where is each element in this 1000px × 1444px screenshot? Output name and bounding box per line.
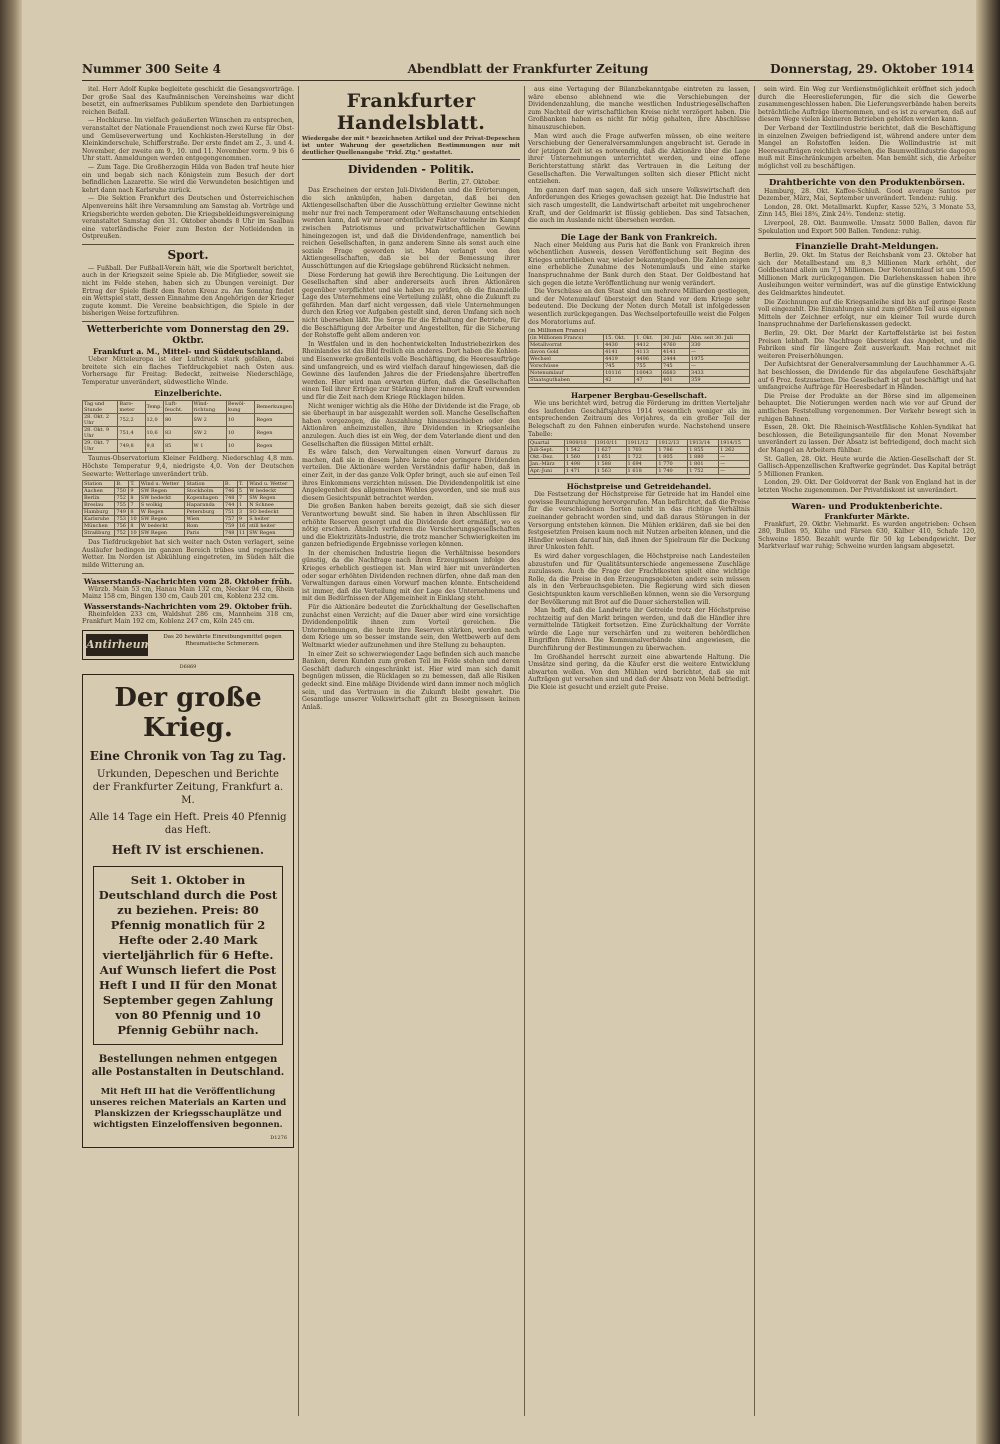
- krieg-heft: Heft IV ist erschienen.: [111, 842, 265, 857]
- weather-subheading: Frankfurt a. M., Mittel- und Süddeutschland.: [92, 347, 284, 357]
- krieg-note: Mit Heft III hat die Veröffentlichung unseres reichen Materials an Karten und Planskizzen der Kriegsschauplätze und wichtigsten Einzeloffensiven begonnen.: [89, 1086, 287, 1130]
- divider: [302, 159, 520, 160]
- krieg-ad: [82, 674, 294, 1148]
- divider: [528, 387, 750, 388]
- column-3: [528, 86, 750, 1416]
- handelsblatt-title: Frankfurter Handelsblatt.: [336, 90, 486, 134]
- bank-table-caption: (in Millionen Francs): [528, 328, 587, 335]
- dividenden-heading: Dividenden - Politik.: [347, 163, 475, 177]
- column-4-text: sein wird. Ein Weg zur Verdienstmöglichkeit eröffnet sich jedoch durch die Heereslieferungen, für die sich die Gewerbe zusammengeschlossen haben. Die Lieferungsverbände haben bereits beträchtliche Aufträge übernommen, und es ist zu erwarten, daß auf diesem Wege vielen kleineren Betrieben geholfen werden kann. Der Verband der Textilindustrie berichtet, daß die Beschäftigung in einzelnen Zweigen befriedigend ist, während andere unter dem Mangel an Rohstoffen leiden. Die Wollindustrie ist mit Heeresaufträgen reichlich versehen, die Baumwollindustrie dagegen muß mit Einschränkungen arbeiten. Man bemüht sich, die Arbeiter möglichst voll zu beschäftigen.: [758, 86, 976, 170]
- handelsblatt-intro: Wiedergabe der mit * bezeichneten Artikel und der Privat-Depeschen ist unter Wahrung der gesetzlichen Bestimmungen nur mit deutlicher Quellenangabe "Frkf. Ztg." gestattet.: [302, 136, 520, 156]
- divider: [528, 478, 750, 479]
- ad-code: D6869: [179, 663, 197, 670]
- einzel-heading: Einzelberichte.: [154, 388, 222, 399]
- page-edge: [976, 0, 1000, 1444]
- krieg-order: Bestellungen nehmen entgegen alle Postanstalten in Deutschland.: [91, 1053, 285, 1078]
- column-divider: [298, 86, 299, 1416]
- krieg-line-2: Alle 14 Tage ein Heft. Preis 40 Pfennig das Heft.: [89, 811, 287, 836]
- column-divider: [524, 86, 525, 1416]
- finanz-text: Berlin, 29. Okt. Im Status der Reichsbank vom 23. Oktober hat sich der Metallbestand um 8,3 Millionen Mark erhöht, der Goldbestand allein um 7,1 Millionen. Der Notenumlauf ist um 150,6 Millionen Mark zurückgegangen. Die Darlehenskassen haben ihre Ausleihungen weiter vermindert, was auf die günstige Entwicklung des Geldmarktes hindeutet. Die Zeichnungen auf die Kriegsanleihe sind bis auf geringe Reste voll eingezahlt. Die Einzahlungen sind zum größten Teil aus eigenen Mitteln der Zeichner erfolgt, nur ein kleiner Teil wurde durch Inanspruchnahme der Darlehenskassen gedeckt. Berlin, 29. Okt. Der Markt der Kartoffelstärke ist bei festen Preisen lebhaft. Die Nachfrage übersteigt das Angebot, und die Fabriken sind für längere Zeit ausverkauft. Man rechnet mit weiteren Preiserhöhungen. Der Aufsichtsrat der Generalversammlung der Lauchhammer A.-G. hat beschlossen, die Dividende für das abgelaufene Geschäftsjahr auf 6 Proz. festzusetzen. Die Gesellschaft ist gut beschäftigt und hat umfangreiche Aufträge für Heeresbedarf in Händen. Die Preise der Produkte an der Börse sind im allgemeinen behauptet. Die Notierungen werden nach wie vor auf Grund der amtlichen Feststellung vorgenommen. Der Verkehr bewegt sich in ruhigen Bahnen. Essen, 28. Okt. Die Rheinisch-Westfälische Kohlen-Syndikat hat beschlossen, die Beteiligungsanteile für den Monat November unverändert zu lassen. Der Absatz ist befriedigend, doch macht sich der Mangel an Arbeitern fühlbar. St. Gallen, 28. Okt. Heute wurde die Aktien-Gesellschaft der St. Gallisch-Appenzellischen Kraftwerke gegründet. Das Kapital beträgt 5 Millionen Franken. London, 29. Okt. Der Goldvorrat der Bank von England hat in der letzten Woche zugenommen. Der Privatdiskont ist unverändert.: [758, 252, 976, 494]
- harpener-table: Quartal 1909/10 1910/11 1911/12 1912/13 1913/14 1914/15 Juli-Sept. 1 542 1 627 1 703 1 786 1 855 1 262 Okt.-Dez. 1 560 1 651 1 722 1 805 1 880 — Jan.-März 1 498 1 588 1 694 1 770 1 801 — Apr.-Juni 1 471 1 563 1 618 1 740 1 752 —: [528, 439, 750, 475]
- bank-text: Nach einer Meldung aus Paris hat die Bank von Frankreich ihren wöchentlichen Ausweis, dessen Veröffentlichung seit Beginn des Krieges unterblieben war, wieder bekanntgegeben. Die Zahlen zeigen eine erhebliche Zunahme des Notenumlaufs und eine starke Inanspruchnahme der Bank durch den Staat. Der Goldbestand hat sich gegen die letzte Veröffentlichung nur wenig verändert. Die Vorschüsse an den Staat sind um mehrere Milliarden gestiegen, und der Notenumlauf übersteigt den Stand vor dem Kriege sehr bedeutend. Die Deckung der Noten durch Metall ist infolgedessen wesentlich zurückgegangen. Das Wechselportefeuille weist die Folgen des Moratoriums auf.: [528, 241, 750, 326]
- weather-heading: Wetterberichte vom Donnerstag den 29. Oktbr.: [86, 325, 290, 347]
- krieg-subscription-box: Seit 1. Oktober in Deutschland durch die Post zu beziehen. Preis: 80 Pfennig monatlich für 2 Hefte oder 2.40 Mark vierteljährlich für 6 Hefte. Auf Wunsch liefert die Post Heft I und II für den Monat September gegen Zahlung von 80 Pfennig und 10 Pfennig Gebühr nach.: [93, 866, 283, 1045]
- divider: [528, 228, 750, 229]
- hoechst-heading: Höchstpreise und Getreidehandel.: [566, 482, 712, 492]
- stations-table: Station B. T. Wind u. Wetter Station B. T. Wind u. Wetter Aachen 750 9 SW Regen Stockholm 746 5 W bedeckt Berlin 752 8 SW bedeckt Kopenhagen 748 7 SW Regen Breslau 755 7 S wolkig Haparanda 744 1 N Schnee Hamburg 749 8 W Regen Petersburg 751 3 SO bedeckt Karlsruhe 753 10 SW Regen Wien 757 9 S heiter München 756 8 W bedeckt Rom 759 16 still heiter Straßburg 752 10 SW Regen Paris 748 11 SW Regen: [82, 480, 294, 537]
- header-right: Donnerstag, 29. Oktober 1914: [770, 62, 974, 76]
- hoechst-text: Die Festsetzung der Höchstpreise für Getreide hat im Handel eine gewisse Beunruhigung hervorgerufen. Man befürchtet, daß die Preise für die verschiedenen Sorten nicht in das richtige Verhältnis zueinander gebracht worden sind, und daß daraus Störungen in der Versorgung entstehen können. Die Mühlen erklären, daß sie bei den festgesetzten Preisen kaum noch mit Nutzen arbeiten können, und die Händler weisen darauf hin, daß ihnen der Spielraum für die Deckung ihrer Unkosten fehlt. Es wird daher vorgeschlagen, die Höchstpreise nach Landesteilen abzustufen und für Qualitätsunterschiede angemessene Zuschläge zuzulassen. Auch die Frage der Frachtkosten spielt eine wichtige Rolle, da die Preise in den Erzeugungsgebieten andere sein müssen als in den Verbrauchsgebieten. Die Regierung wird sich diesen Gesichtspunkten kaum verschließen können, wenn sie die Versorgung der Bevölkerung mit Brot auf die Dauer sicherstellen will. Man hofft, daß die Landwirte ihr Getreide trotz der Höchstpreise rechtzeitig auf den Markt bringen werden, und daß die Händler ihre vermittelnde Tätigkeit fortsetzen. Eine Zurückhaltung der Vorräte würde die Lage nur verschärfen und zu weiteren behördlichen Eingriffen führen. Die Kommunalverbände sind angewiesen, die Durchführung der Bestimmungen zu überwachen. Im Großhandel herrscht zurzeit eine abwartende Haltung. Die Umsätze sind gering, da die Käufer erst die weitere Entwicklung abwarten wollen. Von den Mühlen wird berichtet, daß sie mit Aufträgen gut versehen sind und daß der Absatz von Mehl befriedigt. Die Kleie ist gesucht und erzielt gute Preise.: [528, 491, 750, 692]
- weather-text: Ueber Mitteleuropa ist der Luftdruck stark gefallen, dabei breitete sich ein flaches Tiefdruckgebiet nach Osten aus. Vorhersage für Freitag: Bedeckt, zeitweise Niederschläge, Temperatur unverändert, südwestliche Winde.: [82, 356, 294, 386]
- article-text: itel. Herr Adolf Kupke begleitete geschickt die Gesangsvorträge. Der große Saal des Kaufmännischen Vereinsheims war dicht besetzt, ein aufmerksames Publikum spendete den Darbietungen reichen Beifall. — Hochkurse. Im vielfach geäußerten Wünschen zu entsprechen, veranstaltet der Nationale Frauendienst noch zwei Kurse für Obst- und Gemüseverwertung und Kochkisten-Herstellung in der Kleinkinderschule, Schifferstraße. Der erste findet am 2., 3. und 4. November, der zweite am 9., 10. und 11. November vorm. 9 bis 6 Uhr statt. Anmeldungen werden entgegengenommen. — Zum Tage. Die Großherzogin Hilda von Baden traf heute hier ein und begab sich nach Königstein zum Besuch der dort befindlichen Lazarette. Sie wird die Verwundeten besichtigen und kehrt dann nach Karlsruhe zurück. — Die Sektion Frankfurt des Deutschen und Österreichischen Alpenvereins hält ihre Versammlung am Samstag ab. Vorträge und Kriegsberichte werden geboten. Die Kriegsbekleidungsvereinigung veranstaltet Samstag den 31. Oktober abends 8 Uhr im Saalbau eine vaterländische Feier zum Besten der Notleidenden in Ostpreußen.: [82, 86, 294, 241]
- divider: [758, 498, 976, 499]
- dateline: Berlin, 27. Oktober.: [438, 179, 500, 187]
- book-spine: [0, 0, 22, 1444]
- page-header: [82, 58, 974, 81]
- forecast-text: Das Tiefdruckgebiet hat sich weiter nach Osten verlagert, seine Ausläufer bedingen im ganzen Bereich trübes und regnerisches Wetter. Im Norden ist Abkühlung eingetreten, im Süden hält die milde Witterung an.: [82, 539, 294, 569]
- divider: [82, 244, 294, 245]
- dividenden-article: Das Erscheinen der ersten Juli-Dividenden und die Erörterungen, die sich anknüpfen, haben dargetan, daß bei den Aktiengesellschaften über die Ausschüttung erzielter Gewinne nicht mehr nur frei nach Temperament oder Weltanschauung entschieden werden kann, daß wir neuer ordentlicher Faktor vielmehr im Kampf zwischen Patriotismus und privatwirtschaftlichen Gewinn hineingezogen ist, und daß die Dividendenfrage, namentlich bei reichen Gesellschaften, in ganz anderem Sinne als sonst auch eine soziale Frage geworden ist. Man verlangt von den Aktiengesellschaften, daß sie bei der Bemessung ihrer Ausschüttungen auf die Kriegslage gebührend Rücksicht nehmen. Diese Forderung hat gewiß ihre Berechtigung. Die Leitungen der Gesellschaften sind aber andererseits auch ihren Aktionären gegenüber verpflichtet und sie haben zu prüfen, ob die finanzielle Lage des Unternehmens eine Verteilung zuläßt, ohne die Zukunft zu gefährden. Man darf nicht vergessen, daß viele Unternehmungen durch den Krieg vor Aufgaben gestellt sind, deren Umfang sich noch nicht übersehen läßt. Die Sorge für die Erhaltung der Betriebe, für die Beschäftigung der Arbeiter und Angestellten, für die Sicherung der Rohstoffe geht allem anderen vor. In Westfalen und in den hochentwickelten Industriebezirken des Rheinlandes ist das Bild freilich ein anderes. Dort haben die Kohlen- und Eisenwerke großenteils volle Beschäftigung, die Heeresaufträge sind umfangreich, und es wird vielfach darauf hingewiesen, daß die Gewinne des laufenden Jahres die der Friedensjahre übertreffen werden. Hier wird man erwarten dürfen, daß die Gesellschaften einen Teil ihrer Erträge zur Stärkung ihrer inneren Kraft verwenden und für die Zeit nach dem Kriege Rücklagen bilden. Nicht weniger wichtig als die Höhe der Dividende ist die Frage, ob sie überhaupt in bar ausgezahlt werden soll. Manche Gesellschaften haben vorgezogen, die Auszahlung hinauszuschieben oder den Aktionären anheimzustellen, ihre Dividenden in Kriegsanleihe anzulegen. Auch dies ist ein Weg, der dem Vaterlande dient und den Gesellschaften die flüssigen Mittel erhält. Es wäre falsch, den Verwaltungen einen Vorwurf daraus zu machen, daß sie in diesem Jahre keine oder geringere Dividenden verteilen. Die Aktionäre werden Verständnis dafür haben, daß in einer Zeit, in der das ganze Volk Opfer bringt, auch sie auf einen Teil ihres Einkommens verzichten müssen. Die Dividendenpolitik ist eine Angelegenheit des allgemeinen Wohles geworden, und sie muß aus diesem Gesichtspunkt betrachtet werden. Die großen Banken haben bereits gezeigt, daß sie sich dieser Verantwortung bewußt sind. Sie haben in ihren Abschlüssen für erhöhte Reserven gesorgt und die Dividende dort ermäßigt, wo es nötig erschien. Ähnlich verfahren die Versicherungsgesellschaften und die Elektrizitäts-Industrie, die trotz mancher Schwierigkeiten im ganzen befriedigende Ergebnisse vorlegen können. In der chemischen Industrie liegen die Verhältnisse besonders günstig, da die Nachfrage nach ihren Erzeugnissen infolge des Krieges erheblich gestiegen ist. Man wird hier mit unveränderten oder sogar erhöhten Dividenden rechnen dürfen, ohne daß man den Verwaltungen daraus einen Vorwurf machen könnte. Entscheidend ist immer, daß die Verteilung mit der Lage des Unternehmens und mit den Bedürfnissen der Allgemeinheit in Einklang steht. Für die Aktionäre bedeutet die Zurückhaltung der Gesellschaften zunächst einen Verzicht; auf die Dauer aber wird eine vorsichtige Dividendenpolitik ihnen zum Vorteil gereichen. Die Unternehmungen, die heute ihre Reserven stärken, werden nach dem Kriege um so besser imstande sein, den Wettbewerb auf dem Weltmarkt wieder aufzunehmen und ihre Stellung zu behaupten. In einer Zeit so schwerwiegender Lage befinden sich auch manche Banken, deren Kunden zum großen Teil im Felde stehen und deren Geschäft dadurch eingeschränkt ist. Hier wird man sich damit begnügen müssen, die Rücklagen so zu bemessen, daß alle Risiken gedeckt sind. Eine mäßige Dividende wird dann immer noch möglich sein, und das Vertrauen in die Zukunft bleibt gewahrt. Die Gesamtlage unserer Volkswirtschaft gibt zu Besorgnissen keinen Anlaß.: [302, 186, 520, 711]
- krieg-line-1: Urkunden, Depeschen und Berichte der Frankfurter Zeitung, Frankfurt a. M.: [92, 768, 284, 806]
- sport-text: — Fußball. Der Fußball-Verein hält, wie die Sportwelt berichtet, auch in der Kriegszeit seine Spiele ab. Die Mitglieder, soweit sie nicht im Felde stehen, haben sich zu Übungen vereinigt. Der Ertrag der Spiele fließt dem Roten Kreuz zu. Am Sonntag findet ein Wettspiel statt, dessen Einnahme den Angehörigen der Krieger zugute kommt. Die Vereine beabsichtigen, die Spiele in der bisherigen Weise fortzuführen.: [82, 264, 294, 318]
- waren-heading: Waren- und Produktenberichte.: [791, 501, 943, 512]
- krieg-title: Der große Krieg.: [114, 682, 262, 743]
- header-left: Nummer 300 Seite 4: [82, 62, 222, 76]
- krieg-code: D1276: [270, 1134, 287, 1141]
- draht-heading: Drahtberichte von den Produktenbörsen.: [769, 177, 965, 188]
- column-divider: [754, 86, 755, 1416]
- finanz-heading: Finanzielle Draht-Meldungen.: [795, 242, 939, 253]
- divider: [758, 238, 976, 239]
- harpener-text: Wie uns berichtet wird, betrug die Förderung im dritten Vierteljahr des laufenden Geschäftsjahres 1914 wesentlich weniger als im entsprechenden Zeitraum des Vorjahres, da ein großer Teil der Belegschaft zu den Fahnen einberufen wurde. Nachstehend unsere Tabelle:: [528, 400, 750, 438]
- column-3-text: aus eine Vertagung der Bilanzbekanntgabe eintreten zu lassen, wäre ebenso ablehnend wie die Verschiebungen der Dividendenzahlung, die manche westlichen Industriegesellschaften zum Nachteil der wirtschaftlichen Kreise nicht verzögert haben. Die Großbanken haben es nicht für nötig gehalten, ihre Abschlüsse hinauszuschieben. Man wird auch die Frage aufwerfen müssen, ob eine weitere Verschiebung der Generalversammlungen angebracht ist. Gerade in der jetzigen Zeit ist es notwendig, daß die Aktionäre über die Lage ihrer Unternehmungen unterrichtet werden, und eine offene Berichterstattung stärkt das Vertrauen in die Leitung der Gesellschaften. Die Verwaltungen sollten sich dieser Pflicht nicht entziehen. Im ganzen darf man sagen, daß sich unsere Volkswirtschaft den Anforderungen des Krieges gewachsen gezeigt hat. Die Industrie hat sich rasch umgestellt, die Landwirtschaft arbeitet mit ungebrochener Kraft, und der Geldmarkt ist flüssig geblieben. Das sind Tatsachen, die auch im Auslande nicht übersehen werden.: [528, 86, 750, 225]
- antirheumol-ad: [82, 630, 294, 660]
- weather-notes: Taunus-Observatorium Kleiner Feldberg. Niederschlag 4,8 mm. Höchste Temperatur 9,4, niedrigste 4,0. Von der Deutschen Seewarte: Wetterlage unverändert trüb.: [82, 455, 294, 478]
- bank-heading: Die Lage der Bank von Frankreich.: [560, 231, 718, 242]
- markt-text: Frankfurt, 29. Oktbr. Viehmarkt. Es wurden angetrieben: Ochsen 280, Bullen 95, Kühe und Färsen 630, Kälber 410, Schafe 120, Schweine 1850. Bezahlt wurde für 50 kg Lebendgewicht. Der Marktverlauf war ruhig; Schweine wurden langsam abgesetzt.: [758, 520, 976, 551]
- draht-text: Hamburg, 28. Okt. Kaffee-Schluß. Good average Santos per Dezember, März, Mai, September unverändert. Tendenz: ruhig. London, 28. Okt. Metallmarkt. Kupfer, Kasse 52¾, 3 Monate 53, Zinn 145, Blei 18¾, Zink 24½. Tendenz: stetig. Liverpool, 28. Okt. Baumwolle. Umsatz 5000 Ballen, davon für Spekulation und Export 500 Ballen. Tendenz: ruhig.: [758, 187, 976, 235]
- water-heading: Wasserstands-Nachrichten vom 28. Oktober früh.: [83, 576, 293, 586]
- harpener-heading: Harpener Bergbau-Gesellschaft.: [571, 391, 707, 401]
- bank-table: (in Millionen Francs) 15. Okt. 1. Okt. 30. Juli Abn. seit 30. Juli Metallvorrat 4430 4412 4760 330 davon Gold 4141 4113 4141 — Wechsel 4419 4496 2444 1975 Vorschüsse 745 755 745 — Notenumlauf 10116 10043 6683 3433 Staatsguthaben 42 47 401 359: [528, 334, 750, 384]
- divider: [82, 321, 294, 322]
- markt-heading: Frankfurter Märkte.: [824, 511, 910, 521]
- krieg-subtitle: Eine Chronik von Tag zu Tag.: [89, 748, 287, 763]
- water-text-2: Rheinfelden 233 cm, Waldshut 286 cm, Mannheim 318 cm, Frankfurt Main 192 cm, Koblenz 247 cm, Köln 245 cm.: [82, 610, 294, 626]
- header-center: Abendblatt der Frankfurter Zeitung: [407, 62, 649, 76]
- column-4: [758, 86, 976, 1416]
- antirheumol-text: Das 20 hewährte Einreibungsmittel gegen Rheumatische Schmerzen.: [163, 633, 282, 647]
- antirheumol-logo: Antirheumol: [86, 634, 148, 656]
- column-1: [82, 86, 294, 1416]
- divider: [82, 573, 294, 574]
- sport-heading: Sport.: [167, 247, 209, 262]
- column-2: [302, 86, 520, 1416]
- water-heading-2: Wasserstands-Nachrichten vom 29. Oktober früh.: [83, 601, 293, 611]
- divider: [758, 174, 976, 175]
- water-text: Würzb. Main 53 cm, Hanau Main 132 cm, Neckar 94 cm, Rhein Mainz 158 cm, Bingen 130 cm, Caub 201 cm, Koblenz 232 cm.: [82, 585, 294, 601]
- weather-table: Tag und Stunde Baro-meter Temp. Luft-feucht. Wind-richtung Bewöl-kung Bemerkungen 28. Okt. 2 Uhr 752,2 12,0 80 SW 2 10 Regen 28. Okt. 9 Uhr 751,4 10,6 83 SW 2 10 Regen 29. Okt. 7 Uhr 749,8 9,8 85 W 1 10 Regen: [84, 401, 292, 453]
